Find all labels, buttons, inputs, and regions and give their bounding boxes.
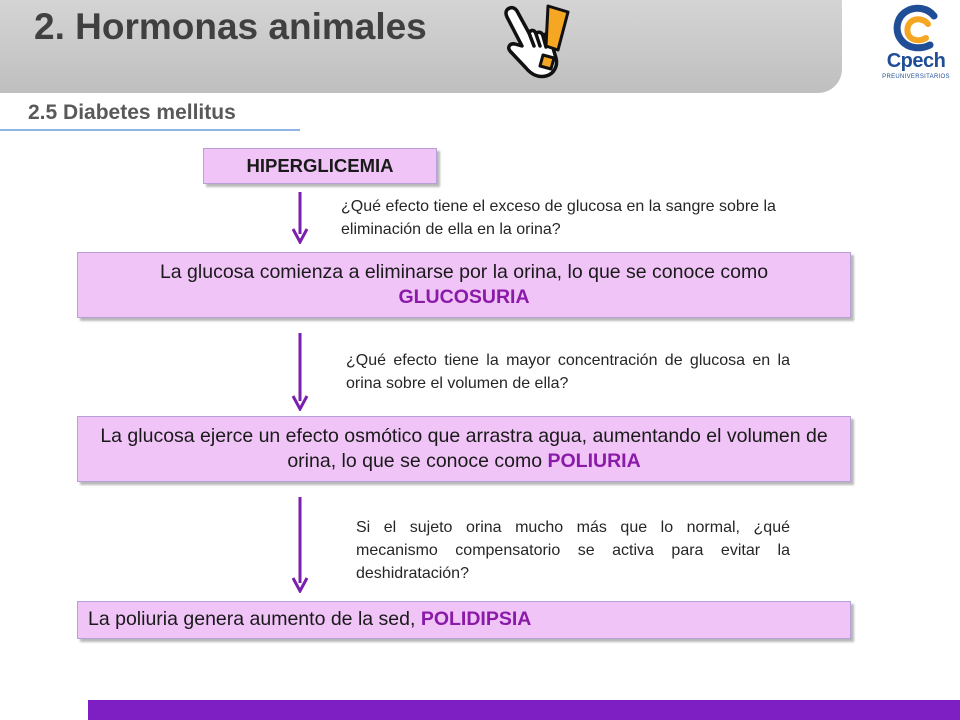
step-polidipsia-box	[77, 601, 851, 639]
glucosuria-term: GLUCOSURIA	[398, 286, 530, 308]
question-2: ¿Qué efecto tiene la mayor concentración de glucosa en la orina sobre el volumen de ella?	[346, 352, 790, 392]
step-glucosuria-text: La glucosa comienza a eliminarse por la orina, lo que se conoce como	[159, 261, 769, 283]
step-glucosuria-box	[77, 252, 851, 318]
question-3: Si el sujeto orina mucho más que lo normal, ¿qué mecanismo compensatorio se activa para evitar la deshidratación?	[356, 519, 790, 582]
step-poliuria-text: La glucosa ejerce un efecto osmótico que arrastra agua, aumentando el volumen de orina, lo que se conoce como	[100, 425, 828, 472]
bottom-accent-bar	[88, 700, 960, 720]
down-arrow-2	[290, 333, 310, 411]
logo-wordmark: Cpech	[886, 50, 946, 72]
step-hiperglicemia-box	[203, 148, 437, 184]
question-1: ¿Qué efecto tiene el exceso de glucosa en la sangre sobre la eliminación de ella en la orina?	[341, 198, 776, 238]
cpech-logo	[876, 4, 956, 90]
down-arrow-3	[290, 497, 310, 593]
down-arrow-1	[290, 192, 310, 244]
step-poliuria-box	[77, 416, 851, 482]
poliuria-term: POLIURIA	[547, 450, 641, 472]
logo-subtext: PREUNIVERSITARIOS	[882, 74, 950, 80]
section-subtitle: 2.5 Diabetes mellitus	[28, 101, 236, 124]
cpech-logo-mark	[876, 4, 956, 54]
pointing-hand-exclamation-icon	[496, 2, 576, 84]
polidipsia-term: POLIDIPSIA	[420, 608, 532, 630]
step-hiperglicemia-text: HIPERGLICEMIA	[246, 155, 394, 176]
subtitle-underline	[0, 129, 300, 131]
page-title: 2. Hormonas animales	[34, 6, 427, 47]
step-polidipsia-text: La poliuria genera aumento de la sed,	[88, 608, 416, 630]
